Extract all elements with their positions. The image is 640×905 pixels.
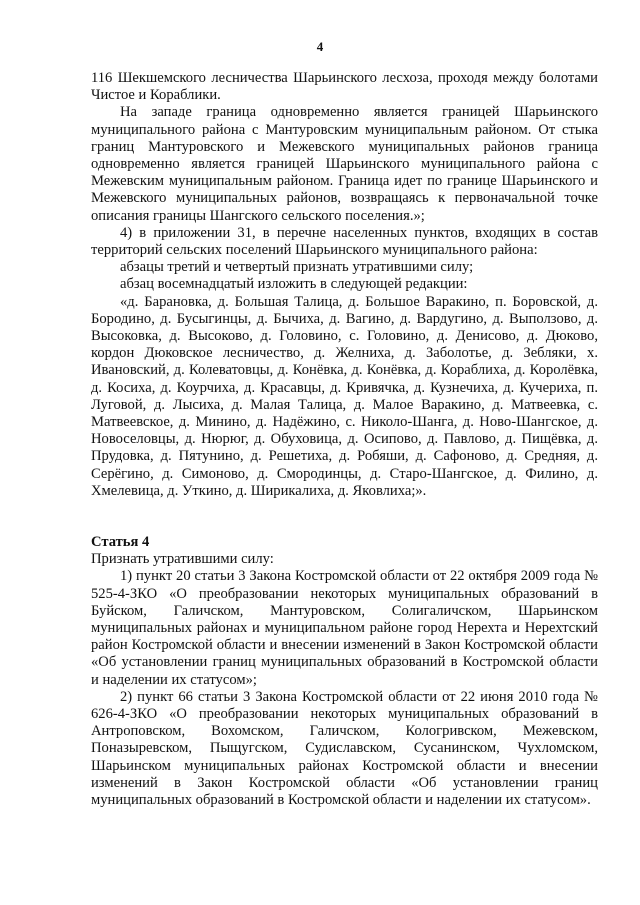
section-article-4 [91,534,598,809]
paragraph-settlement-list: «д. Барановка, д. Большая Талица, д. Большое Варакино, п. Боровской, д. Бородино, д. Бусыгинцы, д. Бычиха, д. Вагино, д. Вардугино, д. Выползово, д. Высоковка, д. Высоково, д. Головино, с. Головино, д. Денисово, д. Дюково, кордон Дюковское лесничество, д. Желниха, д. Заболотье, д. Зебляки, х. Ивановский, д. Колеватовцы, д. Конёвка, д. Конёвка, д. Кораблиха, д. Королёвка, д. Косиха, д. Коурчиха, д. Красавцы, д. Кривячка, д. Кузнечиха, д. Кучериха, п. Луговой, д. Лысиха, д. Малая Талица, д. Малое Варакино, д. Матвеевка, с. Матвеевское, д. Минино, д. Надёжино, с. Николо-Шанга, д. Ново-Шангское, д. Новоселовцы, д. Нюрюг, д. Обуховица, д. Осипово, д. Павлово, д. Пищёвка, д. Прудовка, д. Пятунино, д. Решетиха, д. Робяши, д. Сафоново, д. Средняя, д. Серёгино, д. Симоново, д. Смородинцы, д. Старо-Шангское, д. Филино, д. Хмелевица, д. Уткино, д. Ширикалиха, д. Яковлиха;». [91,293,598,499]
article-item-1: 1) пункт 20 статьи 3 Закона Костромской области от 22 октября 2009 года № 525-4-ЗКО «О преобразовании некоторых муниципальных образований в Буйском, Галичском, Мантуровском, Солигаличском, Шарьинском муниципальных районах и муниципальном районе город Нерехта и Нерехтский район Костромской области и внесении изменений в Закон Костромской области «Об установлении границ муниципальных образований в Костромской области и наделении их статусом»; [91,568,598,688]
paragraph-west-border: На западе граница одновременно является границей Шарьинского муниципального района с Мантуровским муниципальным районом. От стыка границ Мантуровского и Межевского муниципальных районов граница одновременно является границей Шарьинского муниципального района с Межевским муниципальным районом. Граница идет по границе Шарьинского и Межевского муниципальных районов, возвращаясь к первоначальной точке описания границы Шангского сельского поселения.»; [91,104,598,224]
article-title: Статья 4 [91,534,150,550]
page-number: 4 [316,39,324,54]
section-amendments [91,70,598,500]
article-item-2: 2) пункт 66 статьи 3 Закона Костромской области от 22 июня 2010 года № 626-4-ЗКО «О преобразовании некоторых муниципальных образований в Антроповском, Вохомском, Галичском, Кологривском, Межевском, Поназыревском, Пыщугском, Судиславском, Сусанинском, Чухломском, Шарьинском муниципальных районах Костромской области и внесении изменений в Закон Костромской области «Об установлении границ муниципальных образований в Костромской области и наделении их статусом». [91,688,598,809]
paragraph-appendix-31: 4) в приложении 31, в перечне населенных пунктов, входящих в состав территорий сельских поселений Шарьинского муниципального района: [91,224,598,259]
paragraph-repeal-abzacy: абзацы третий и четвертый признать утратившими силу; [120,259,474,276]
article-intro: Признать утратившими силу: [91,551,274,568]
paragraph-new-wording: абзац восемнадцатый изложить в следующей редакции: [120,276,468,293]
paragraph-continuation: 116 Шекшемского лесничества Шарьинского лесхоза, проходя между болотами Чистое и Кораблики. [91,70,598,104]
